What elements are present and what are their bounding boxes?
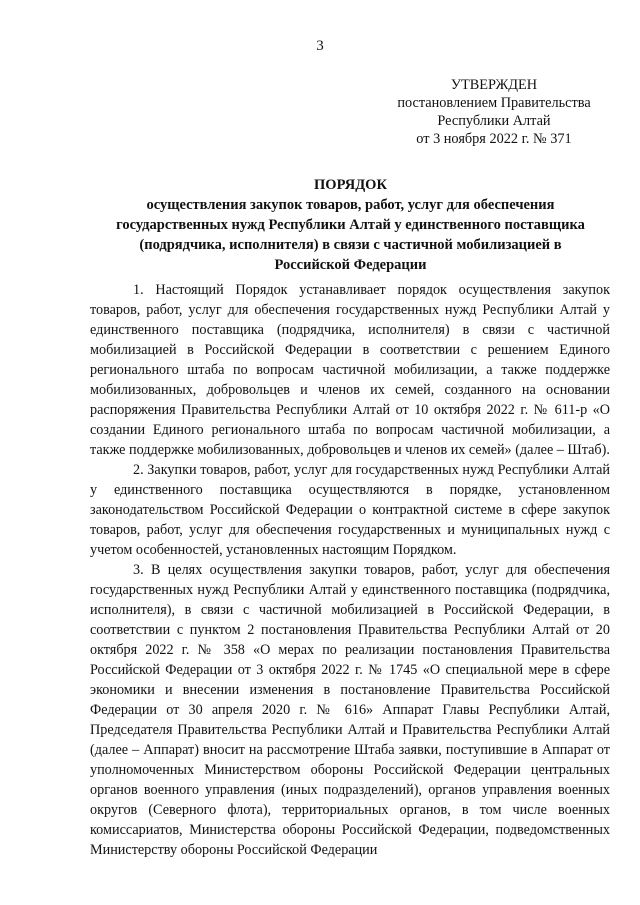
approval-line-4: от 3 ноября 2022 г. № 371	[416, 131, 572, 147]
title-line-2: государственных нужд Республики Алтай у единственного поставщика	[116, 217, 585, 233]
title-line-3: (подрядчика, исполнителя) в связи с частичной мобилизацией в	[139, 237, 562, 253]
title-line-4: Российской Федерации	[274, 257, 427, 273]
approval-line-2: постановлением Правительства	[397, 95, 591, 111]
title-line-1: осуществления закупок товаров, работ, услуг для обеспечения	[146, 197, 555, 213]
document-body	[90, 280, 610, 860]
paragraph-2: 2. Закупки товаров, работ, услуг для государственных нужд Республики Алтай у единственного поставщика осуществляются в порядке, установленном законодательством Российской Федерации о контрактной системе в сфере закупок товаров, работ, услуг для обеспечения государственных и муниципальных нужд с учетом особенностей, установленных настоящим Порядком.	[90, 462, 610, 558]
page-number: 3	[316, 38, 324, 54]
paragraph-1: 1. Настоящий Порядок устанавливает порядок осуществления закупок товаров, работ, услуг для обеспечения государственных нужд Республики Алтай у единственного поставщика (подрядчика, исполнителя) в связи с частичной мобилизацией в Российской Федерации в соответствии с решением Единого регионального штаба по вопросам частичной мобилизации, а также поддержке мобилизованных, добровольцев и членов их семей, созданного на основании распоряжения Правительства Республики Алтай от 10 октября 2022 г. № 611-р «О создании Единого регионального штаба по вопросам частичной мобилизации, а также поддержке мобилизованных, добровольцев и членов их семей» (далее – Штаб).	[90, 282, 610, 458]
document-title	[78, 175, 623, 275]
title-heading: ПОРЯДОК	[314, 177, 387, 193]
approval-line-1: УТВЕРЖДЕН	[450, 77, 538, 93]
approval-line-3: Республики Алтай	[437, 113, 551, 129]
paragraph-3: 3. В целях осуществления закупки товаров, работ, услуг для обеспечения государственных нужд Республики Алтай у единственного поставщика (подрядчика, исполнителя), в связи с частичной мобилизацией в Российской Федерации, в соответствии с пунктом 2 постановления Правительства Республики Алтай от 20 октября 2022 г. № 358 «О мерах по реализации постановления Правительства Российской Федерации от 3 октября 2022 г. № 1745 «О специальной мере в сфере экономики и внесении изменения в постановление Правительства Российской Федерации от 30 апреля 2020 г. № 616» Аппарат Главы Республики Алтай, Председателя Правительства Республики Алтай и Правительства Республики Алтай (далее – Аппарат) вносит на рассмотрение Штаба заявки, поступившие в Аппарат от уполномоченных Министерством обороны Российской Федерации центральных органов военного управления (иных подразделений), органов управления военных округов (Северного флота), территориальных органов, в том числе военных комиссариатов, Министерства обороны Российской Федерации, подведомственных Министерству обороны Российской Федерации	[90, 562, 610, 858]
approval-stamp	[388, 76, 600, 148]
